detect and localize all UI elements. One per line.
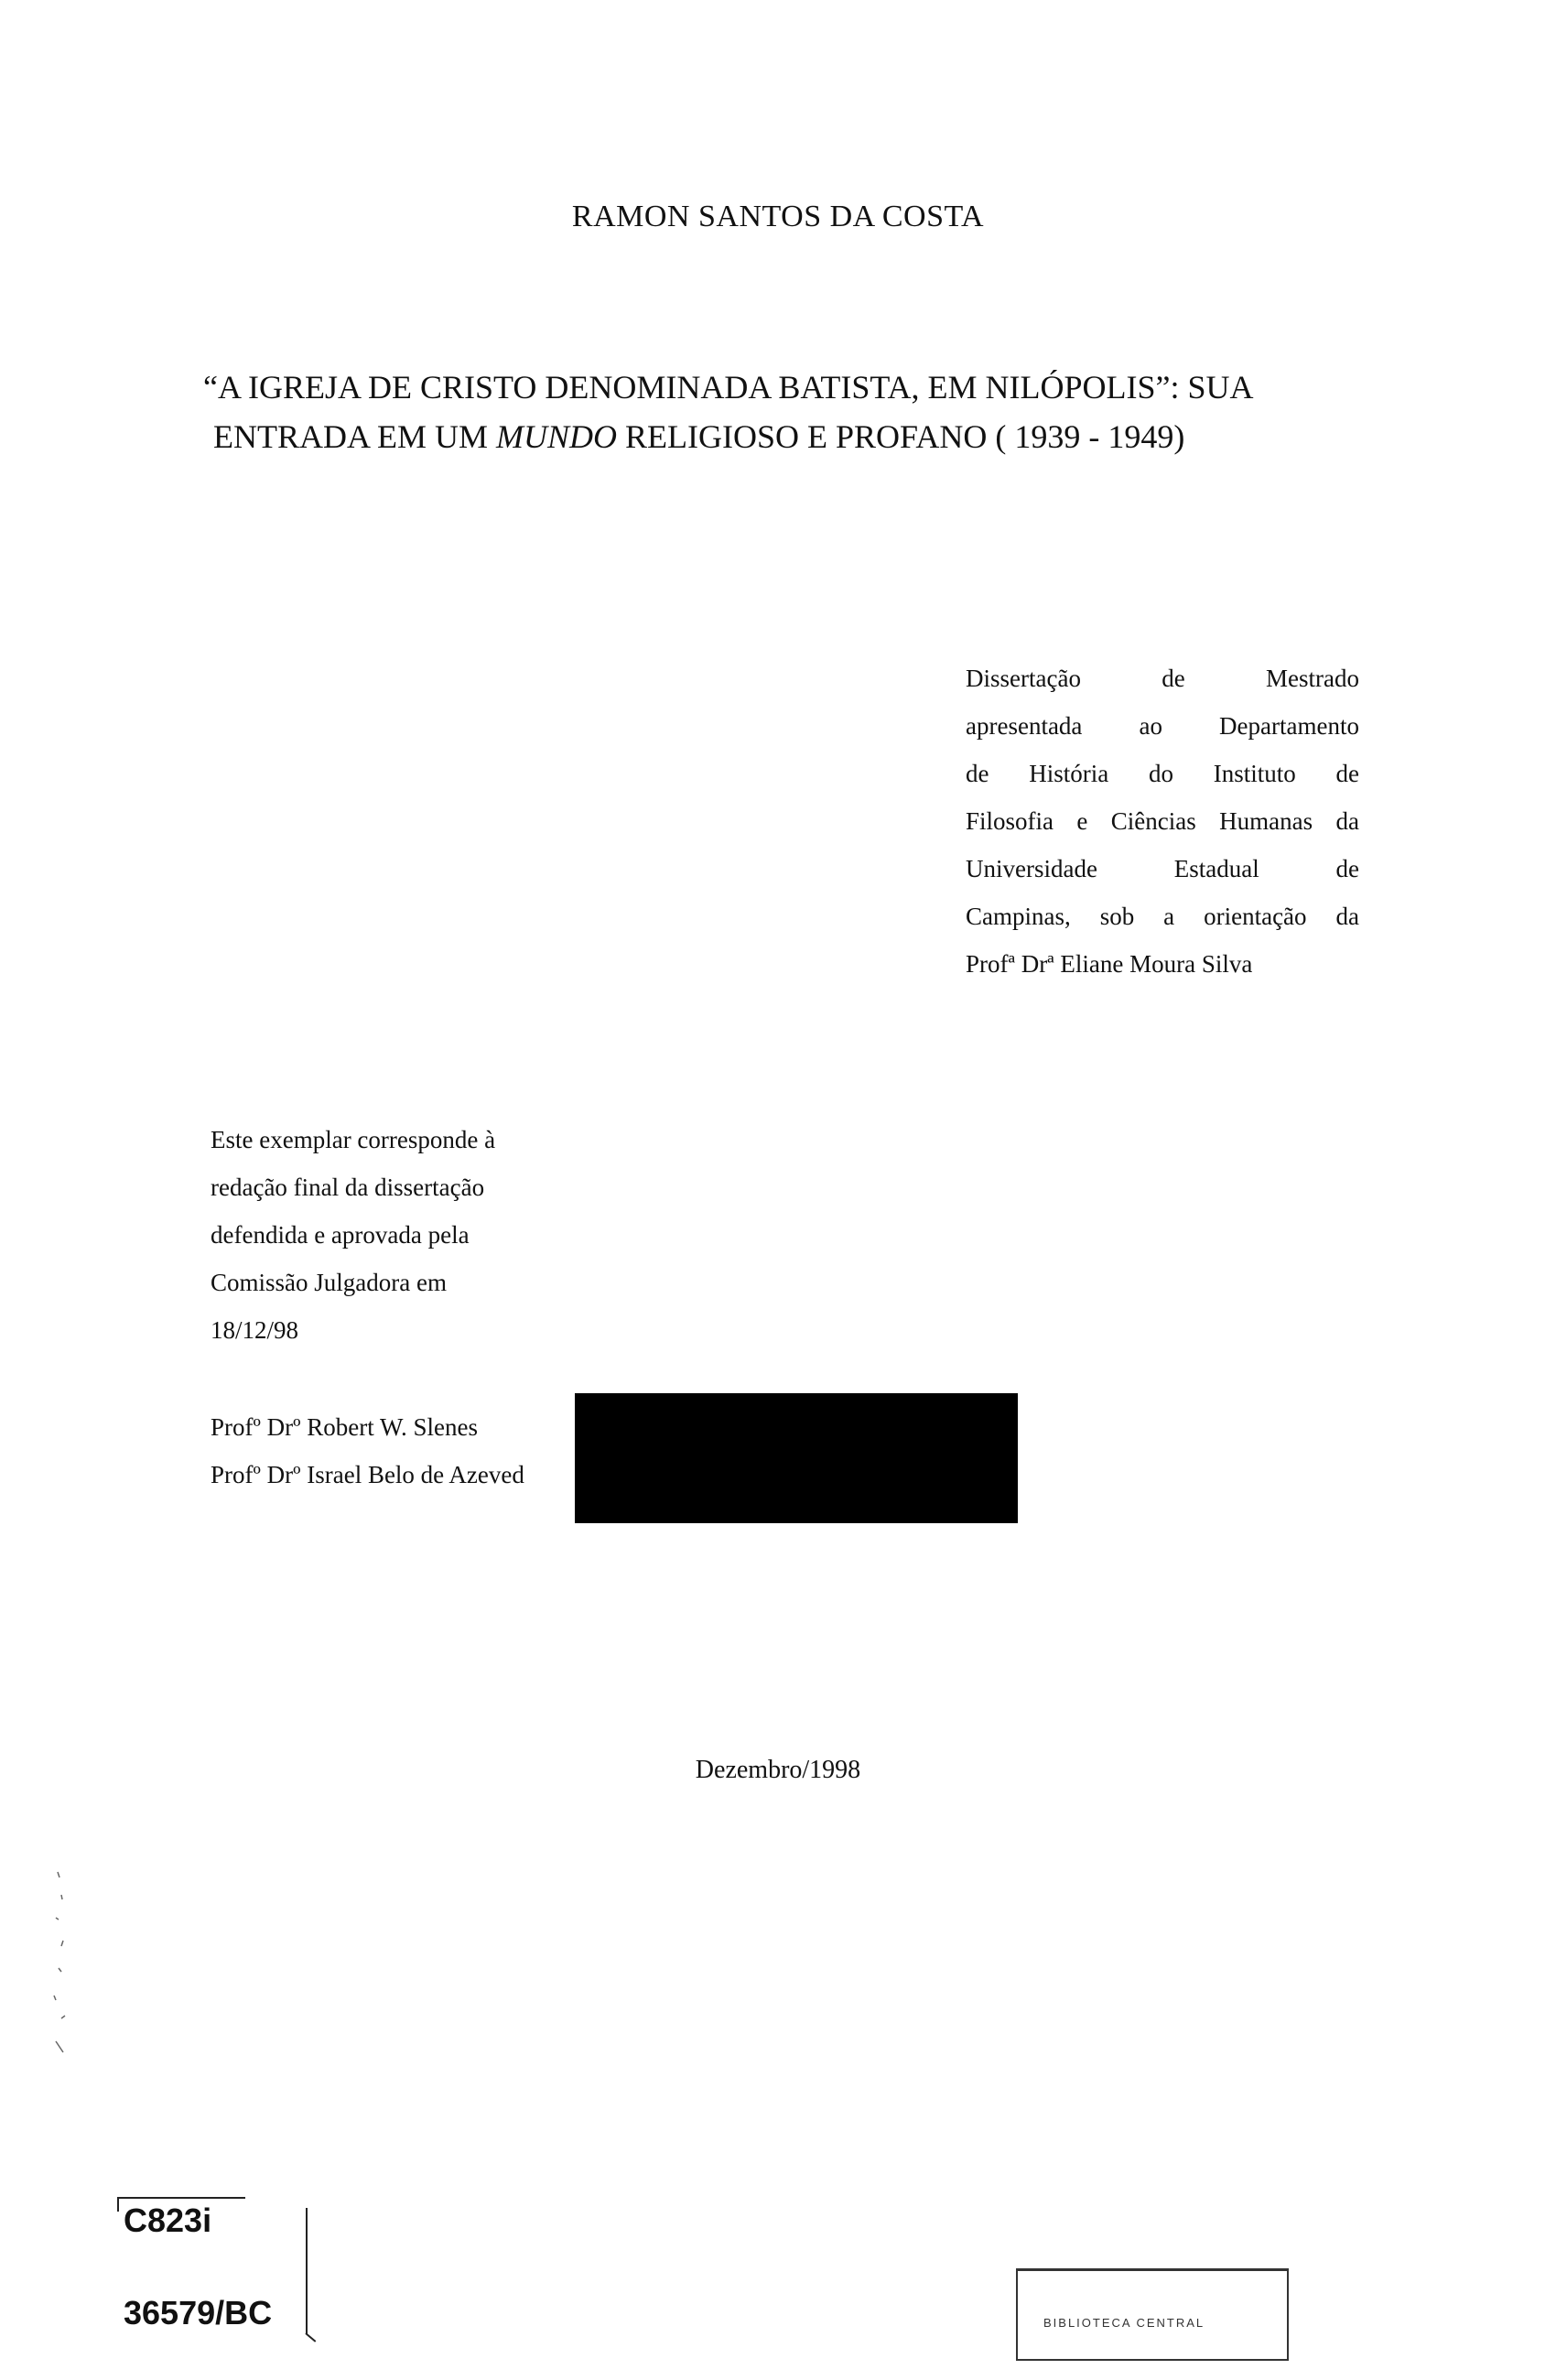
thesis-title-line-1: “A IGREJA DE CRISTO DENOMINADA BATISTA, EM NILÓPOLIS”: SUA (203, 369, 1254, 406)
call-number: C823i (124, 2202, 212, 2239)
title-line-2-prefix: ENTRADA EM UM (213, 418, 497, 455)
approval-note-line: redação final da dissertação (211, 1174, 485, 1201)
dissertation-note-line: Profª Drª Eliane Moura Silva (966, 950, 1253, 978)
title-italic-word: MUNDO (496, 418, 618, 455)
committee-member: Profº Drº Israel Belo de Azeved (211, 1461, 524, 1488)
approval-note-line: defendida e aprovada pela (211, 1221, 470, 1249)
accession-number: 36579/BC (124, 2294, 273, 2331)
dissertation-note-line: Campinas, sob a orientação da (966, 903, 1359, 930)
approval-note-line: Comissão Julgadora em (211, 1269, 447, 1296)
approval-note-line: Este exemplar corresponde à (211, 1126, 496, 1153)
dissertation-note-line: Dissertação de Mestrado (966, 665, 1359, 692)
dissertation-note-line: apresentada ao Departamento (966, 712, 1359, 740)
title-line-2-suffix: RELIGIOSO E PROFANO ( 1939 - 1949) (617, 418, 1185, 455)
author-name: RAMON SANTOS DA COSTA (571, 200, 985, 233)
redaction-block (575, 1393, 1018, 1523)
label-bracket (306, 2208, 311, 2334)
call-number-rule (117, 2197, 245, 2199)
thesis-title-line-2 (213, 417, 1184, 456)
submission-date: Dezembro/1998 (695, 1756, 861, 1784)
committee-member: Profº Drº Robert W. Slenes (211, 1413, 478, 1441)
call-number-tick (117, 2197, 119, 2212)
dissertation-note-line: Universidade Estadual de (966, 855, 1359, 882)
library-stamp-text: BIBLIOTECA CENTRAL (1043, 2316, 1205, 2330)
dissertation-note-line: Filosofia e Ciências Humanas da (966, 807, 1359, 835)
approval-note-line: 18/12/98 (211, 1316, 299, 1344)
library-stamp (1016, 2268, 1289, 2361)
dissertation-note-line: de História do Instituto de (966, 760, 1359, 787)
scan-specks (50, 1867, 105, 2060)
